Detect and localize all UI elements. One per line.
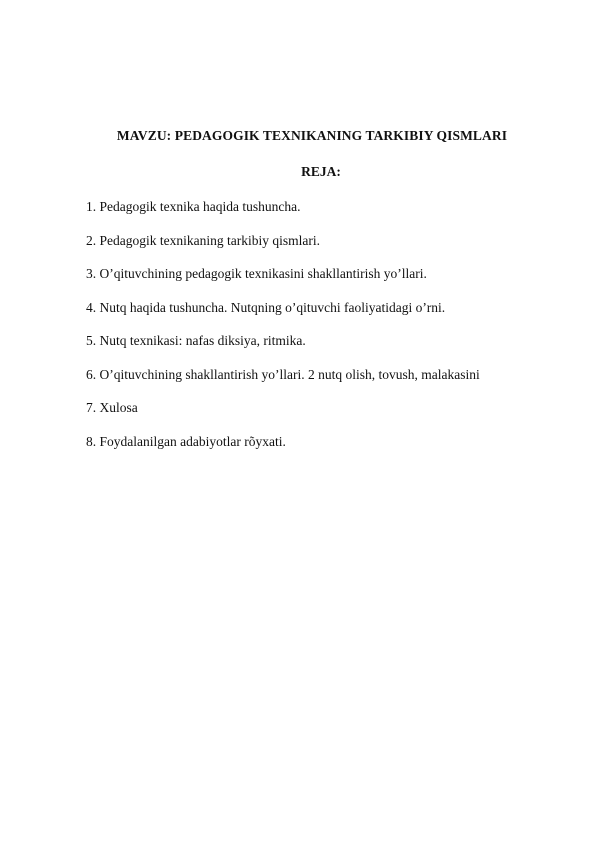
- plan-item: 3. O’qituvchining pedagogik texnikasini shakllantirish yo’llari.: [86, 266, 427, 281]
- document-title: MAVZU: PEDAGOGIK TEXNIKANING TARKIBIY QISMLARI: [116, 128, 508, 143]
- plan-list: [86, 199, 480, 467]
- plan-item: 5. Nutq texnikasi: nafas diksiya, ritmika.: [86, 333, 306, 348]
- plan-item: 1. Pedagogik texnika haqida tushuncha.: [86, 199, 301, 214]
- plan-item: 2. Pedagogik texnikaning tarkibiy qismlari.: [86, 232, 320, 248]
- plan-item: 6. O’qituvchining shakllantirish yo’llari. 2 nutq olish, tovush, malakasini: [86, 366, 480, 382]
- plan-item: 7. Xulosa: [86, 400, 138, 415]
- plan-item: 4. Nutq haqida tushuncha. Nutqning o’qituvchi faoliyatidagi o’rni.: [86, 299, 446, 315]
- plan-heading: REJA:: [301, 164, 341, 179]
- plan-item: 8. Foydalanilgan adabiyotlar rõyxati.: [86, 433, 286, 449]
